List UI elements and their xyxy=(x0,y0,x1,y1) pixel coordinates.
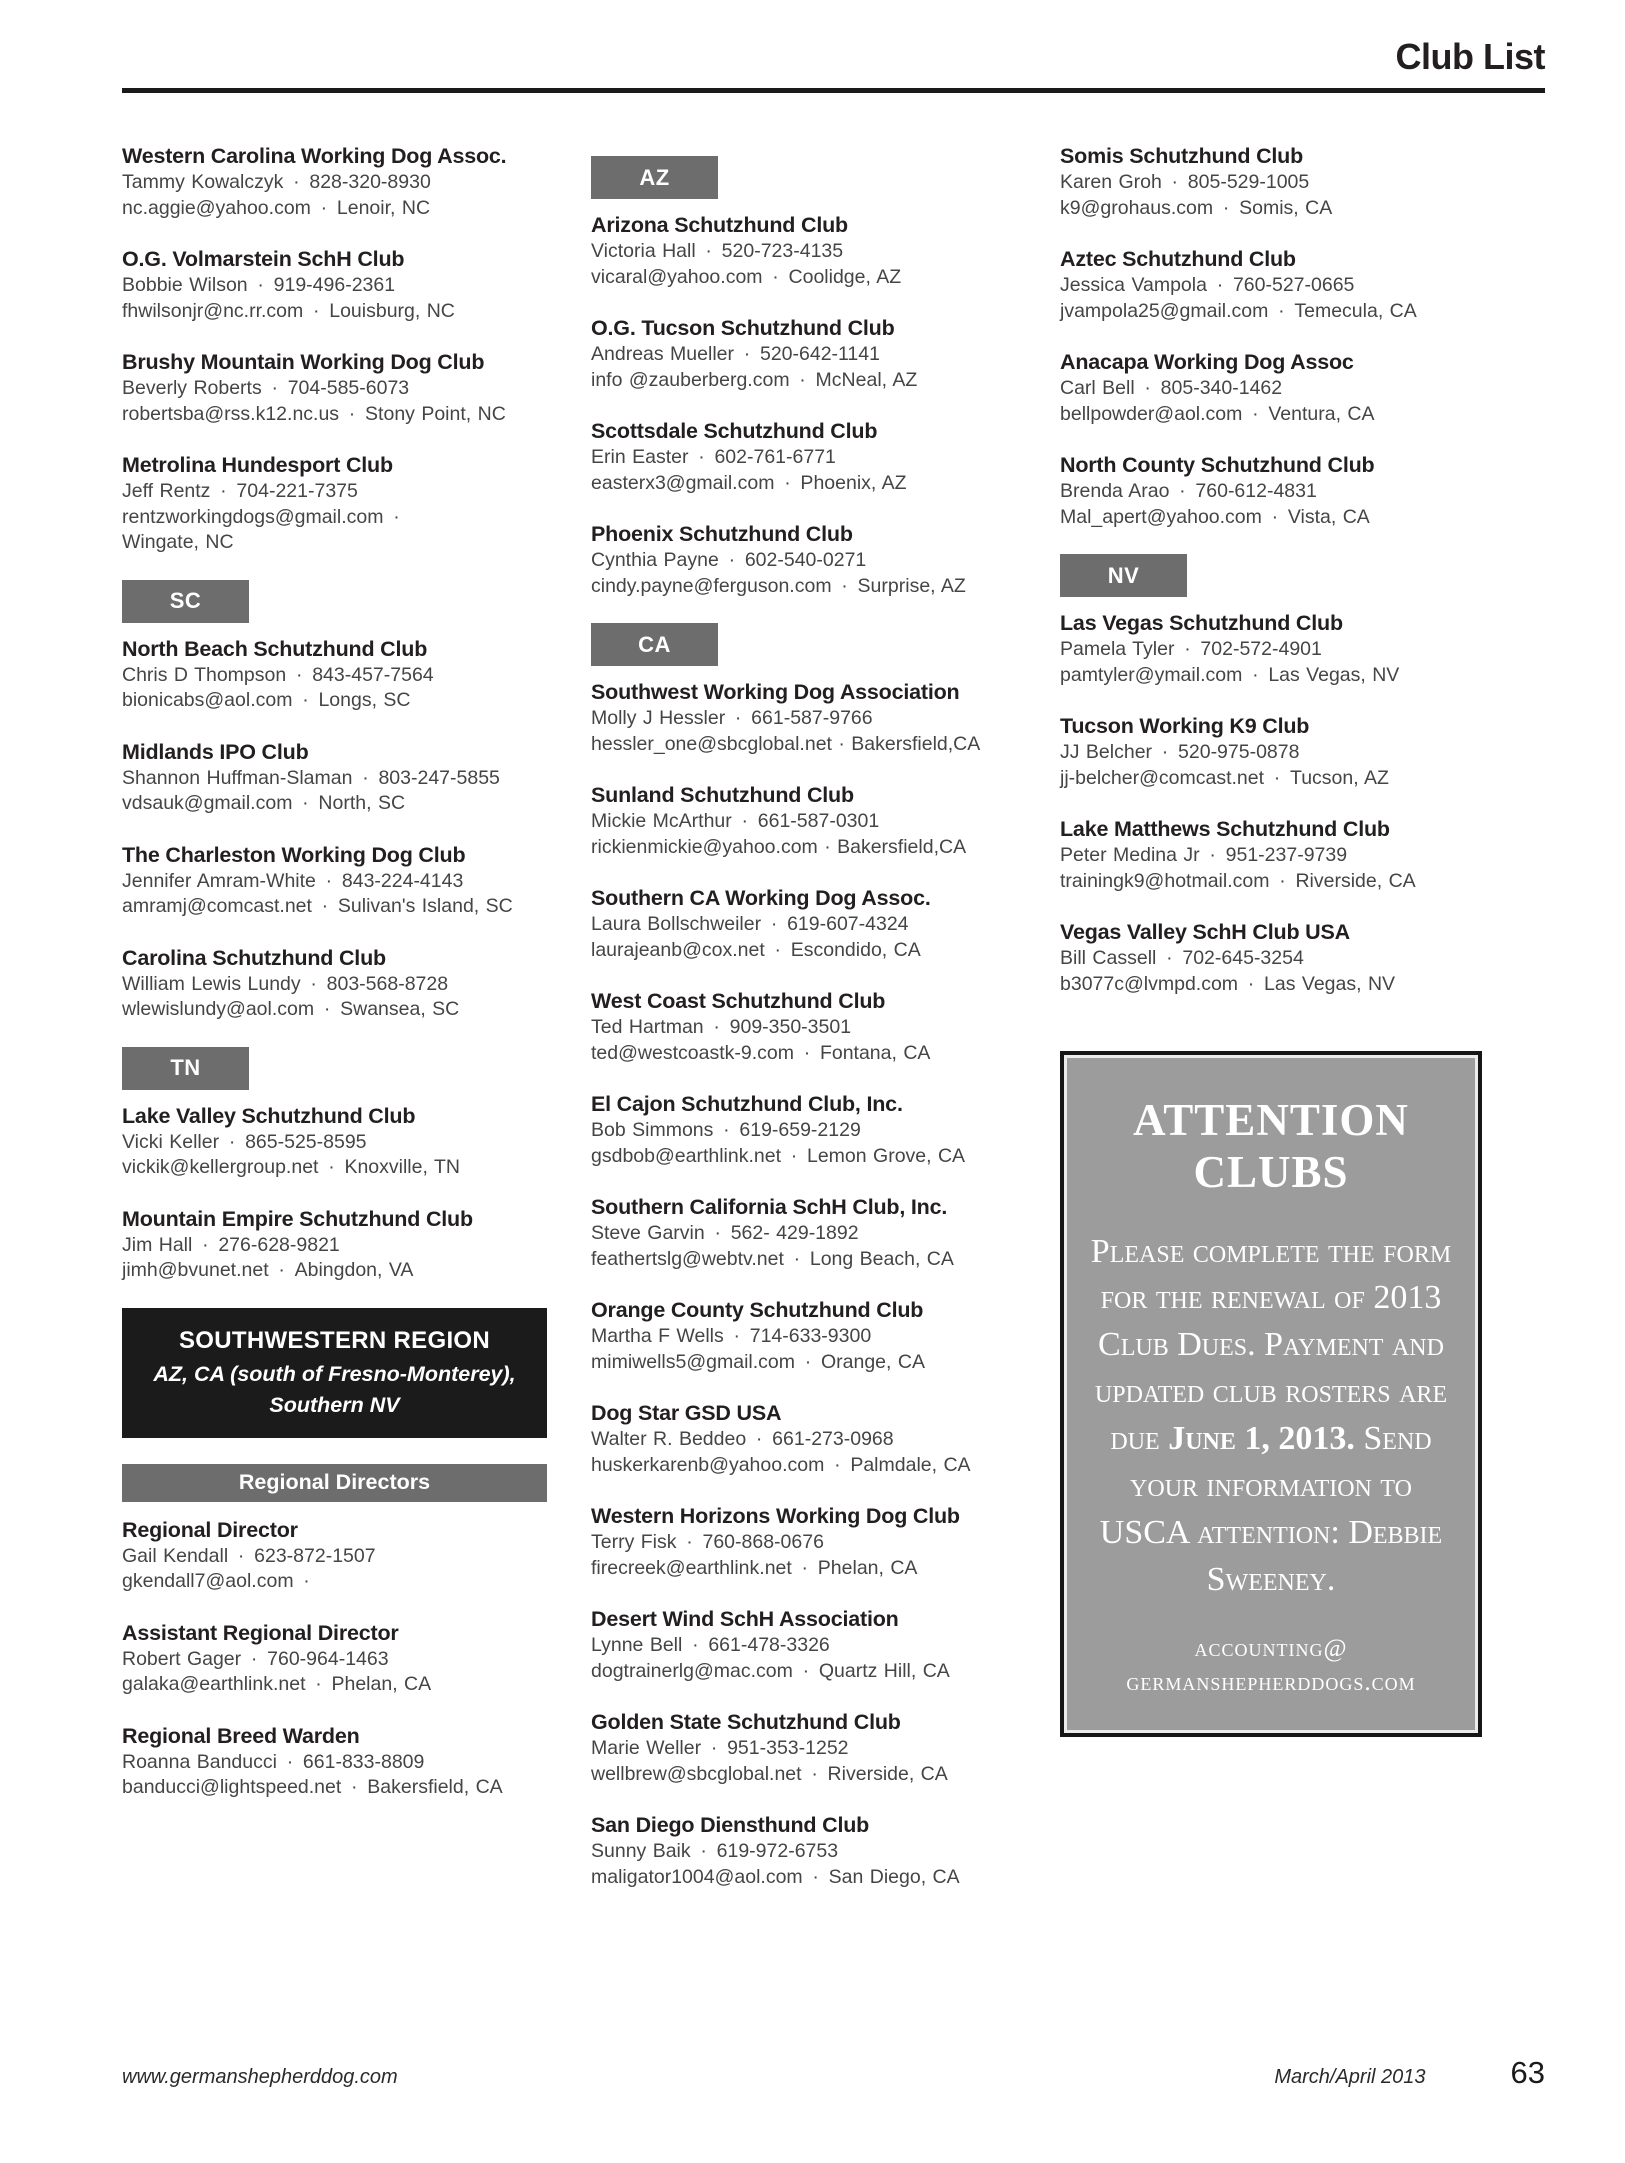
club-detail-line: Bob Simmons · 619-659-2129 xyxy=(591,1119,861,1141)
attention-clubs-box xyxy=(1060,1051,1482,1737)
club-detail-line: Mal_apert@yahoo.com · Vista, CA xyxy=(1060,505,1370,528)
club-details xyxy=(591,1324,1016,1375)
club-detail-line: Laura Bollschweiler · 619-607-4324 xyxy=(591,913,909,935)
club-detail-line: info @zauberberg.com · McNeal, AZ xyxy=(591,368,918,391)
state-section-header xyxy=(122,580,249,623)
club-entry xyxy=(122,738,547,817)
club-name: Assistant Regional Director xyxy=(122,1620,399,1645)
club-entry xyxy=(122,348,547,427)
state-label: SC xyxy=(169,588,202,613)
club-detail-line: Wingate, NC xyxy=(122,531,234,553)
club-name: Lake Matthews Schutzhund Club xyxy=(1060,817,1390,841)
region-title-box xyxy=(122,1308,547,1438)
club-name: Regional Breed Warden xyxy=(122,1723,360,1748)
club-entry xyxy=(122,841,547,920)
club-detail-line: bellpowder@aol.com · Ventura, CA xyxy=(1060,402,1375,425)
region-box-line: SOUTHWESTERN REGION xyxy=(178,1326,491,1354)
club-detail-line: vicaral@yahoo.com · Coolidge, AZ xyxy=(591,265,902,288)
club-detail-line: gkendall7@aol.com · xyxy=(122,1570,310,1592)
club-entry xyxy=(591,1502,1016,1581)
club-name: Dog Star GSD USA xyxy=(591,1401,782,1425)
club-detail-line: b3077c@lvmpd.com · Las Vegas, NV xyxy=(1060,972,1396,995)
club-entry xyxy=(591,678,1016,757)
club-detail-line: hessler_one@sbcglobal.net · Bakersfield,CA xyxy=(591,732,981,755)
club-details xyxy=(1060,740,1482,791)
club-entry xyxy=(1060,815,1482,894)
club-detail-line: Lynne Bell · 661-478-3326 xyxy=(591,1634,830,1656)
state-label: AZ xyxy=(639,164,670,190)
club-entry xyxy=(591,1296,1016,1375)
club-entry xyxy=(1060,918,1482,997)
club-detail-line: rickienmickie@yahoo.com · Bakersfield,CA xyxy=(591,835,967,858)
club-entry xyxy=(1060,609,1482,688)
club-detail-line: Tammy Kowalczyk · 828-320-8930 xyxy=(122,171,431,193)
club-detail-line: Molly J Hessler · 661-587-9766 xyxy=(591,707,873,729)
club-details xyxy=(1060,376,1482,427)
club-details xyxy=(591,809,1016,860)
club-detail-line: robertsba@rss.k12.nc.us · Stony Point, NC xyxy=(122,402,506,425)
club-entry xyxy=(122,944,547,1023)
page-header xyxy=(122,36,1545,93)
club-detail-line: trainingk9@hotmail.com · Riverside, CA xyxy=(1060,869,1416,892)
club-details xyxy=(591,1633,1016,1684)
attention-body xyxy=(1086,1229,1456,1604)
club-entry xyxy=(1060,348,1482,427)
club-details xyxy=(122,1130,547,1181)
club-detail-line: pamtyler@ymail.com · Las Vegas, NV xyxy=(1060,663,1400,686)
column-middle xyxy=(591,142,1016,1914)
club-name: West Coast Schutzhund Club xyxy=(591,989,886,1013)
club-name: Desert Wind SchH Association xyxy=(591,1607,899,1631)
club-detail-line: Carl Bell · 805-340-1462 xyxy=(1060,377,1283,399)
club-detail-line: Bill Cassell · 702-645-3254 xyxy=(1060,947,1304,969)
club-detail-line: Jim Hall · 276-628-9821 xyxy=(122,1233,340,1256)
club-detail-line: Steve Garvin · 562- 429-1892 xyxy=(591,1222,859,1244)
club-name: San Diego Diensthund Club xyxy=(591,1813,870,1837)
club-name: Somis Schutzhund Club xyxy=(1060,144,1304,168)
club-entry xyxy=(1060,245,1482,324)
club-entry xyxy=(591,520,1016,599)
state-section-header xyxy=(1060,554,1187,597)
attention-followup-text: Send your information to USCA attention: Debbie Sweeney. xyxy=(1099,1420,1443,1598)
state-label: CA xyxy=(638,631,671,657)
club-detail-line: Roanna Banducci · 661-833-8809 xyxy=(122,1750,425,1773)
club-detail-line: Jeff Rentz · 704-221-7375 xyxy=(122,480,358,502)
club-detail-line: amramj@comcast.net · Sulivan's Island, SC xyxy=(122,895,513,917)
club-details xyxy=(591,1118,1016,1169)
footer-issue: March/April 2013 xyxy=(1274,2066,1426,2088)
club-entry xyxy=(122,245,547,324)
club-entry xyxy=(591,1811,1016,1890)
club-detail-line: Erin Easter · 602-761-6771 xyxy=(591,446,836,468)
club-details xyxy=(1060,637,1482,688)
club-name: Las Vegas Schutzhund Club xyxy=(1060,611,1343,635)
club-name: Sunland Schutzhund Club xyxy=(591,783,854,807)
club-name: El Cajon Schutzhund Club, Inc. xyxy=(591,1092,903,1116)
club-name: Western Carolina Working Dog Assoc. xyxy=(122,144,507,168)
club-name: Aztec Schutzhund Club xyxy=(1060,247,1296,271)
club-detail-line: Pamela Tyler · 702-572-4901 xyxy=(1060,638,1322,660)
region-box-line: AZ, CA (south of Fresno-Monterey), xyxy=(153,1361,516,1386)
club-name: Lake Valley Schutzhund Club xyxy=(122,1103,416,1128)
attention-email-domain: germanshepherddogs.com xyxy=(1126,1668,1416,1696)
club-name: Anacapa Working Dog Assoc xyxy=(1060,350,1354,374)
club-entry xyxy=(122,635,547,714)
club-detail-line: Chris D Thompson · 843-457-7564 xyxy=(122,663,434,686)
club-entry xyxy=(591,781,1016,860)
club-detail-line: feathertslg@webtv.net · Long Beach, CA xyxy=(591,1247,954,1270)
club-detail-line: wlewislundy@aol.com · Swansea, SC xyxy=(122,998,460,1020)
club-name: The Charleston Working Dog Club xyxy=(122,842,466,867)
club-details xyxy=(591,1530,1016,1581)
club-details xyxy=(591,239,1016,290)
attention-email xyxy=(1086,1632,1456,1700)
club-details xyxy=(122,273,547,324)
club-details xyxy=(1060,843,1482,894)
club-detail-line: Sunny Baik · 619-972-6753 xyxy=(591,1840,839,1862)
club-detail-line: Brenda Arao · 760-612-4831 xyxy=(1060,480,1317,502)
club-entry xyxy=(122,1722,547,1801)
footer-page-number: 63 xyxy=(1510,2055,1545,2090)
club-detail-line: jj-belcher@comcast.net · Tucson, AZ xyxy=(1060,766,1389,789)
club-details xyxy=(591,1427,1016,1478)
column-right xyxy=(1060,142,1482,1737)
club-details xyxy=(122,869,547,920)
attention-due-date: June 1, 2013. xyxy=(1168,1420,1355,1458)
club-detail-line: Ted Hartman · 909-350-3501 xyxy=(591,1016,852,1038)
club-detail-line: Jennifer Amram-White · 843-224-4143 xyxy=(122,869,464,892)
club-detail-line: jvampola25@gmail.com · Temecula, CA xyxy=(1060,299,1417,322)
club-name: Midlands IPO Club xyxy=(122,739,309,764)
club-entry xyxy=(591,1605,1016,1684)
club-details xyxy=(591,912,1016,963)
club-details xyxy=(122,1233,547,1284)
club-entry xyxy=(122,142,547,221)
club-detail-line: galaka@earthlink.net · Phelan, CA xyxy=(122,1673,432,1695)
club-entry xyxy=(591,884,1016,963)
section-bar-header xyxy=(122,1464,547,1502)
club-details xyxy=(122,1647,547,1698)
page-title: Club List xyxy=(1395,36,1545,77)
club-details xyxy=(122,972,547,1023)
club-details xyxy=(122,766,547,817)
club-detail-line: Mickie McArthur · 661-587-0301 xyxy=(591,810,880,832)
club-name: Tucson Working K9 Club xyxy=(1060,714,1310,738)
club-name: O.G. Tucson Schutzhund Club xyxy=(591,316,895,340)
club-detail-line: maligator1004@aol.com · San Diego, CA xyxy=(591,1865,960,1888)
club-detail-line: vickik@kellergroup.net · Knoxville, TN xyxy=(122,1156,460,1178)
state-section-header xyxy=(591,156,718,199)
club-name: Arizona Schutzhund Club xyxy=(591,213,848,237)
club-details xyxy=(1060,170,1482,221)
region-box-line: Southern NV xyxy=(269,1392,400,1417)
club-detail-line: Jessica Vampola · 760-527-0665 xyxy=(1060,274,1355,296)
club-detail-line: Marie Weller · 951-353-1252 xyxy=(591,1737,849,1759)
club-detail-line: k9@grohaus.com · Somis, CA xyxy=(1060,196,1333,219)
club-details xyxy=(122,1750,547,1801)
club-detail-line: banducci@lightspeed.net · Bakersfield, CA xyxy=(122,1776,503,1798)
club-detail-line: dogtrainerlg@mac.com · Quartz Hill, CA xyxy=(591,1659,950,1682)
club-entry xyxy=(122,1205,547,1284)
club-detail-line: huskerkarenb@yahoo.com · Palmdale, CA xyxy=(591,1453,971,1476)
club-entry xyxy=(122,1619,547,1698)
club-detail-line: Karen Groh · 805-529-1005 xyxy=(1060,171,1310,193)
club-details xyxy=(591,1736,1016,1787)
club-detail-line: mimiwells5@gmail.com · Orange, CA xyxy=(591,1350,925,1373)
club-entry xyxy=(591,1193,1016,1272)
club-detail-line: jimh@bvunet.net · Abingdon, VA xyxy=(122,1259,414,1281)
club-detail-line: vdsauk@gmail.com · North, SC xyxy=(122,792,406,814)
club-details xyxy=(1060,273,1482,324)
club-list-columns xyxy=(122,142,1482,1914)
club-detail-line: Robert Gager · 760-964-1463 xyxy=(122,1647,389,1670)
club-detail-line: Andreas Mueller · 520-642-1141 xyxy=(591,343,880,365)
club-detail-line: wellbrew@sbcglobal.net · Riverside, CA xyxy=(591,1762,948,1785)
state-section-header xyxy=(122,1047,249,1090)
club-details xyxy=(122,479,547,556)
state-label: TN xyxy=(170,1055,201,1080)
club-detail-line: Bobbie Wilson · 919-496-2361 xyxy=(122,274,396,296)
club-detail-line: Shannon Huffman-Slaman · 803-247-5855 xyxy=(122,766,500,789)
club-details xyxy=(122,1544,547,1595)
club-detail-line: easterx3@gmail.com · Phoenix, AZ xyxy=(591,471,907,494)
club-details xyxy=(122,376,547,427)
page-footer xyxy=(122,2055,1545,2091)
club-name: Southwest Working Dog Association xyxy=(591,680,960,704)
state-label: NV xyxy=(1107,562,1140,588)
header-rule xyxy=(122,88,1545,93)
club-detail-line: ted@westcoastk-9.com · Fontana, CA xyxy=(591,1041,931,1064)
club-detail-line: cindy.payne@ferguson.com · Surprise, AZ xyxy=(591,574,966,597)
footer-website: www.germanshepherddog.com xyxy=(122,2066,398,2088)
club-detail-line: Beverly Roberts · 704-585-6073 xyxy=(122,377,410,399)
club-details xyxy=(122,170,547,221)
club-name: Southern California SchH Club, Inc. xyxy=(591,1195,948,1219)
club-detail-line: Walter R. Beddeo · 661-273-0968 xyxy=(591,1428,894,1450)
club-detail-line: nc.aggie@yahoo.com · Lenoir, NC xyxy=(122,196,431,219)
club-name: Western Horizons Working Dog Club xyxy=(591,1504,960,1528)
attention-email-user: accounting@ xyxy=(1194,1634,1348,1662)
club-detail-line: Cynthia Payne · 602-540-0271 xyxy=(591,549,867,571)
club-details xyxy=(122,663,547,714)
club-entry xyxy=(1060,142,1482,221)
club-name: Mountain Empire Schutzhund Club xyxy=(122,1206,473,1231)
club-name: Vegas Valley SchH Club USA xyxy=(1060,920,1350,944)
club-entry xyxy=(591,211,1016,290)
club-details xyxy=(1060,946,1482,997)
club-detail-line: William Lewis Lundy · 803-568-8728 xyxy=(122,972,449,995)
club-entry xyxy=(591,314,1016,393)
club-details xyxy=(591,1221,1016,1272)
club-detail-line: bionicabs@aol.com · Longs, SC xyxy=(122,689,411,711)
club-detail-line: gsdbob@earthlink.net · Lemon Grove, CA xyxy=(591,1144,966,1167)
club-name: Regional Director xyxy=(122,1517,298,1542)
club-details xyxy=(591,548,1016,599)
club-name: North County Schutzhund Club xyxy=(1060,453,1375,477)
club-detail-line: laurajeanb@cox.net · Escondido, CA xyxy=(591,938,921,961)
attention-body-text: Please complete the form for the renewal of 2013 Club Dues. Payment and updated club rosters are due xyxy=(1090,1232,1452,1458)
club-details xyxy=(1060,479,1482,530)
club-name: Brushy Mountain Working Dog Club xyxy=(122,350,485,374)
club-name: Phoenix Schutzhund Club xyxy=(591,522,853,546)
club-entry xyxy=(591,1708,1016,1787)
club-entry xyxy=(591,417,1016,496)
club-details xyxy=(591,445,1016,496)
club-entry xyxy=(122,1102,547,1181)
club-detail-line: firecreek@earthlink.net · Phelan, CA xyxy=(591,1556,918,1579)
footer-right xyxy=(1274,2055,1545,2091)
column-left xyxy=(122,142,547,1825)
club-detail-line: JJ Belcher · 520-975-0878 xyxy=(1060,741,1300,763)
club-entry xyxy=(591,987,1016,1066)
club-name: North Beach Schutzhund Club xyxy=(122,636,428,661)
club-detail-line: Vicki Keller · 865-525-8595 xyxy=(122,1130,367,1153)
club-detail-line: Victoria Hall · 520-723-4135 xyxy=(591,240,844,262)
club-name: Scottsdale Schutzhund Club xyxy=(591,419,878,443)
club-name: O.G. Volmarstein SchH Club xyxy=(122,247,405,271)
club-entry xyxy=(1060,451,1482,530)
club-details xyxy=(591,706,1016,757)
state-section-header xyxy=(591,623,718,666)
club-detail-line: Gail Kendall · 623-872-1507 xyxy=(122,1544,376,1567)
section-bar-label: Regional Directors xyxy=(238,1470,431,1494)
club-entry xyxy=(122,1516,547,1595)
club-entry xyxy=(591,1090,1016,1169)
club-details xyxy=(591,1015,1016,1066)
club-detail-line: Martha F Wells · 714-633-9300 xyxy=(591,1325,872,1347)
club-name: Southern CA Working Dog Assoc. xyxy=(591,886,931,910)
club-details xyxy=(591,1839,1016,1890)
club-detail-line: fhwilsonjr@nc.rr.com · Louisburg, NC xyxy=(122,299,455,322)
club-name: Orange County Schutzhund Club xyxy=(591,1298,924,1322)
club-detail-line: Peter Medina Jr · 951-237-9739 xyxy=(1060,844,1348,866)
club-entry xyxy=(591,1399,1016,1478)
club-detail-line: Terry Fisk · 760-868-0676 xyxy=(591,1531,824,1553)
club-name: Carolina Schutzhund Club xyxy=(122,945,386,970)
club-details xyxy=(591,342,1016,393)
attention-title: ATTENTION CLUBS xyxy=(1133,1095,1409,1197)
club-name: Golden State Schutzhund Club xyxy=(591,1710,901,1734)
club-entry xyxy=(122,451,547,556)
club-name: Metrolina Hundesport Club xyxy=(122,453,393,477)
club-detail-line: rentzworkingdogs@gmail.com · xyxy=(122,505,400,528)
club-entry xyxy=(1060,712,1482,791)
